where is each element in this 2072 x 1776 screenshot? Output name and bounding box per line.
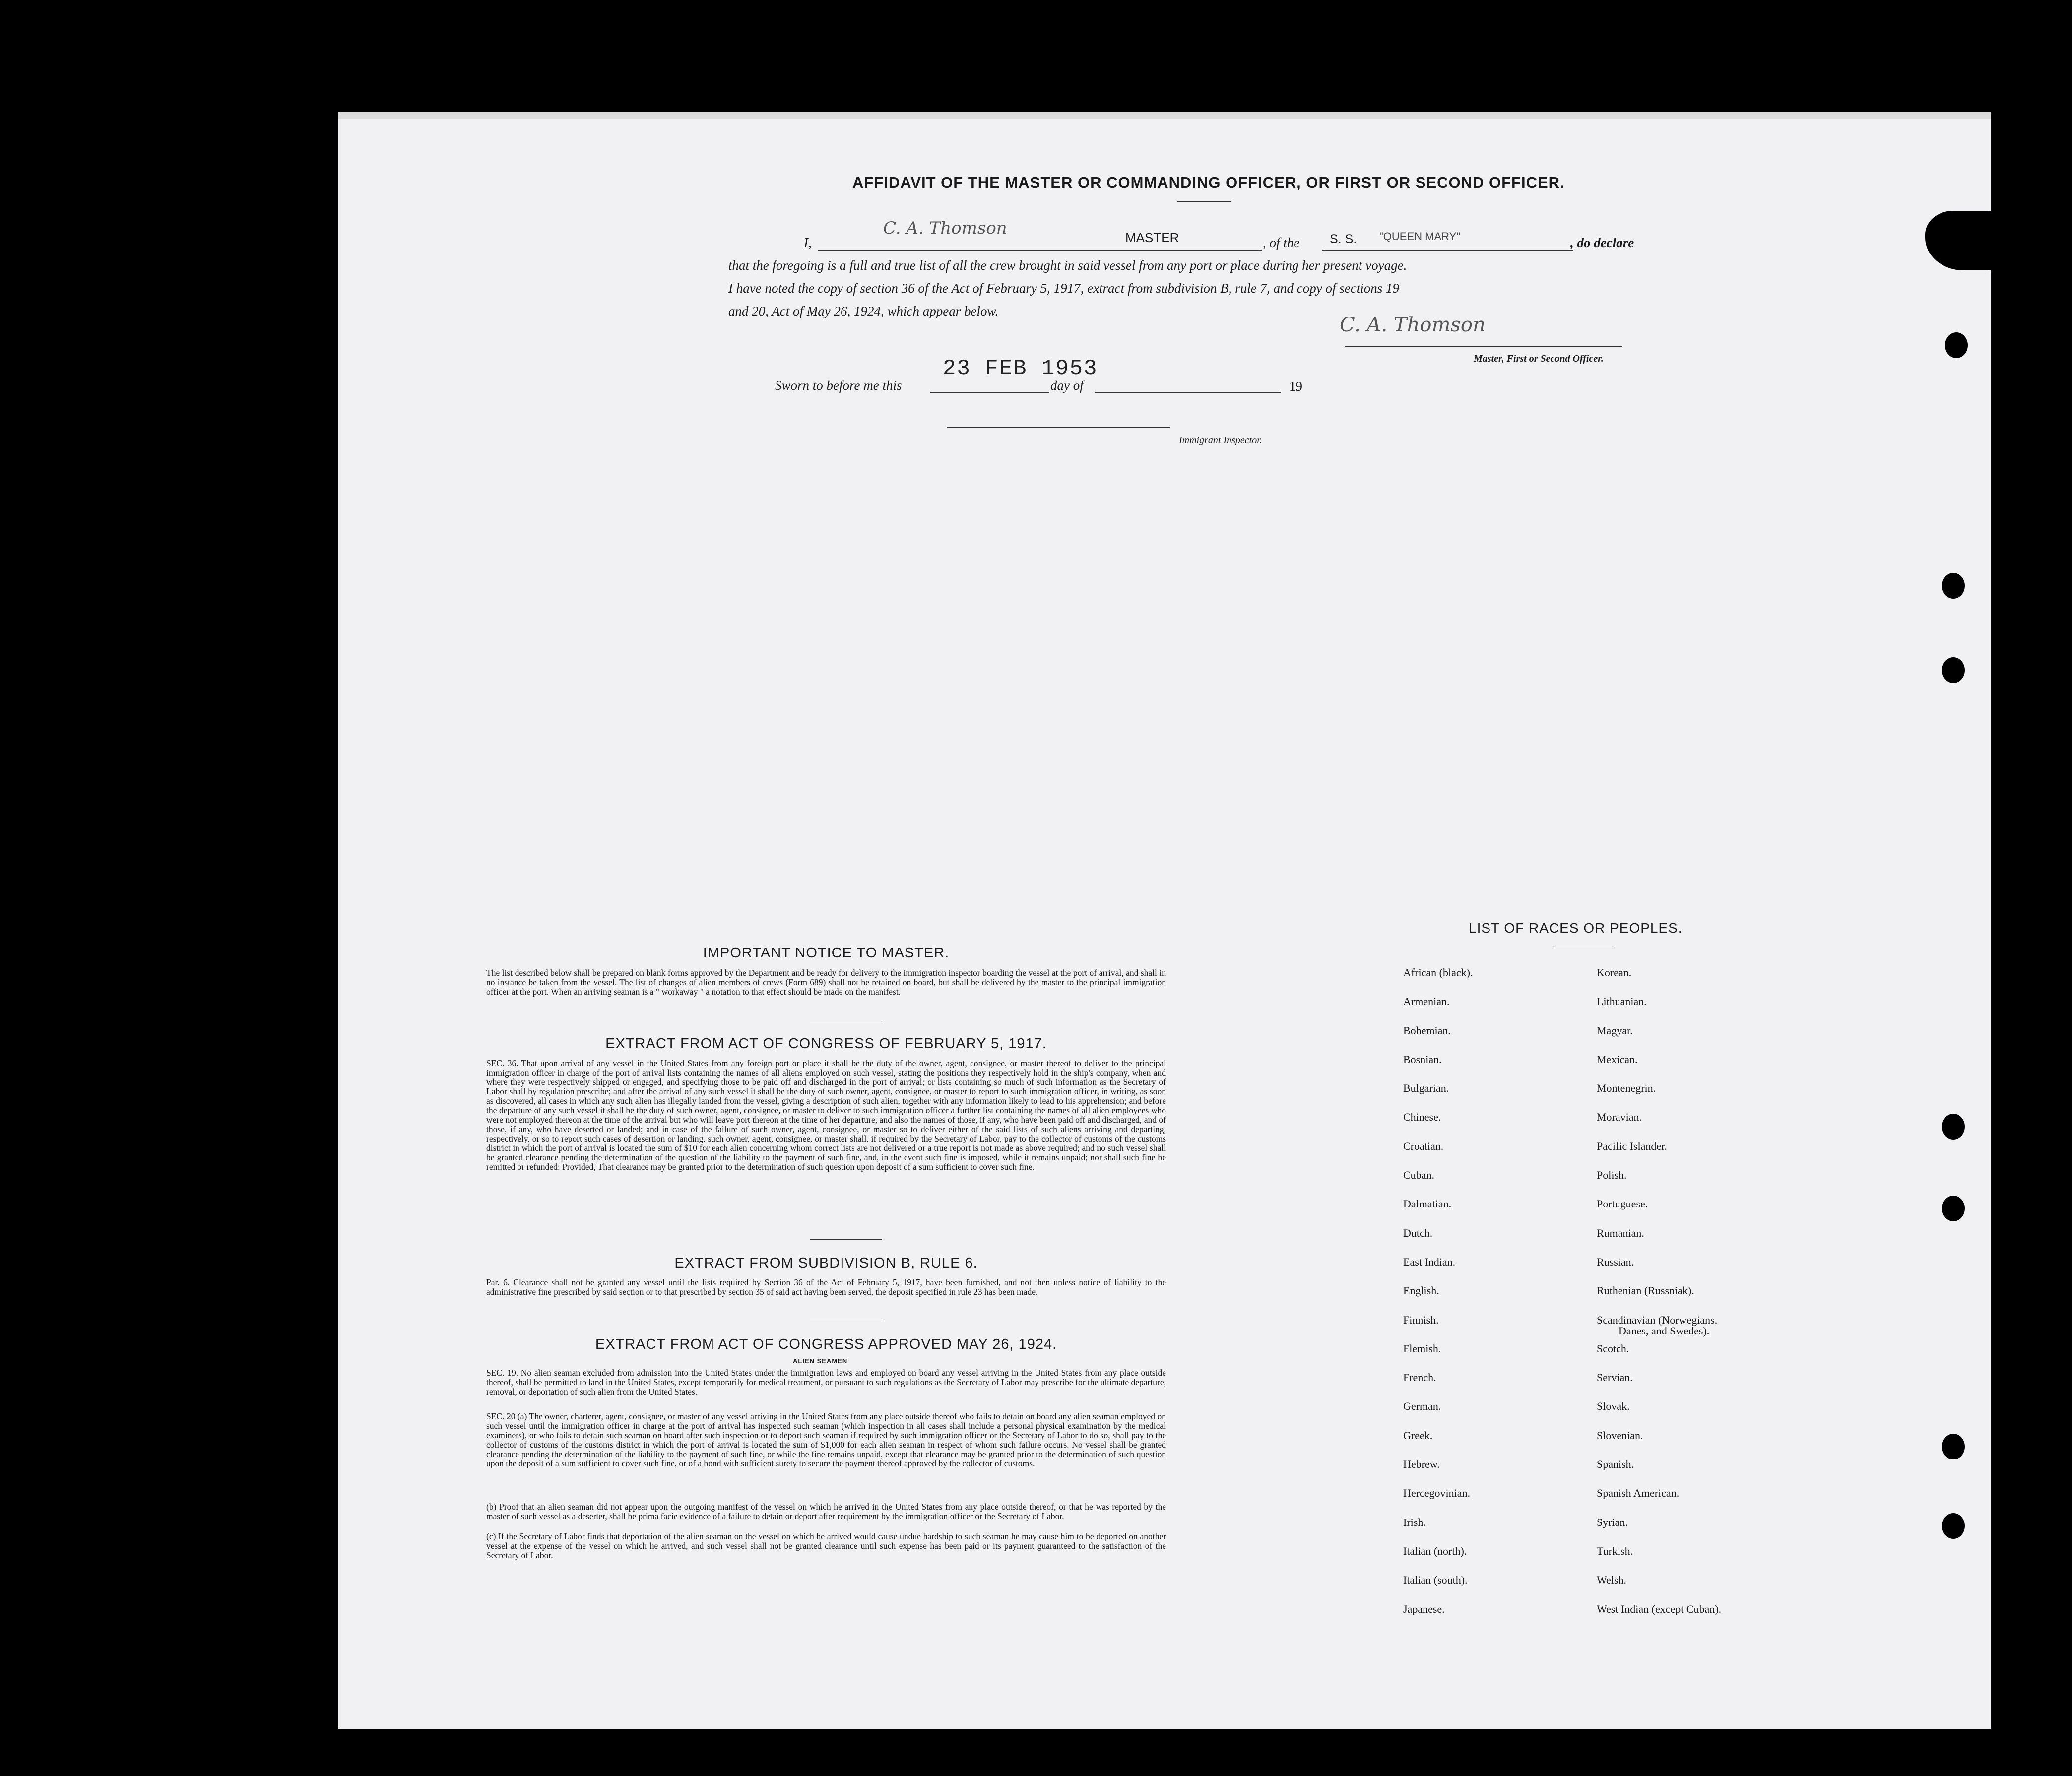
race-item: Magyar. bbox=[1597, 1024, 1633, 1037]
of-the-label: , of the bbox=[1263, 235, 1300, 250]
subdivision-title: EXTRACT FROM SUBDIVISION B, RULE 6. bbox=[674, 1255, 978, 1271]
race-item: Mexican. bbox=[1597, 1053, 1638, 1066]
inspector-label: Immigrant Inspector. bbox=[1179, 435, 1262, 445]
extract-1917-title: EXTRACT FROM ACT OF CONGRESS OF FEBRUARY 5, 1917. bbox=[605, 1036, 1047, 1052]
race-item: Armenian. bbox=[1403, 995, 1450, 1008]
race-item: Hercegovinian. bbox=[1403, 1487, 1470, 1500]
race-item: French. bbox=[1403, 1371, 1436, 1384]
race-item: Montenegrin. bbox=[1597, 1082, 1656, 1095]
race-item: Finnish. bbox=[1403, 1313, 1439, 1326]
race-item: Slovak. bbox=[1597, 1400, 1630, 1413]
sec-19-body: SEC. 19. No alien seaman excluded from admission into the United States under the immigration laws and employed on board any vessel arriving in the United States from any place outside thereof, shall be permitted to land in the United States, except temporarily for medical treatment, or pursuant to such regulations as the Secretary of Labor may prescribe for the ultimate departure, removal, or deportation of such alien from the United States. bbox=[486, 1368, 1166, 1396]
sworn-prefix: Sworn to before me this bbox=[775, 378, 902, 393]
subdivision-body: Par. 6. Clearance shall not be granted any vessel until the lists required by Section 36 of the Act of February 5, 1917, have been furnished, and not then unless notice of liability to the administrative fine prescribed by said section or to that prescribed by section 35 of said act having been served, the deposit specified in rule 23 has been made. bbox=[486, 1277, 1166, 1297]
race-item: Italian (north). bbox=[1403, 1544, 1467, 1557]
race-item: Dutch. bbox=[1403, 1226, 1433, 1239]
race-item: Lithuanian. bbox=[1597, 995, 1647, 1008]
inspector-signature-line bbox=[947, 427, 1170, 428]
race-item: German. bbox=[1403, 1400, 1441, 1413]
punch-hole bbox=[1942, 657, 1965, 683]
alien-seamen-subtitle: ALIEN SEAMEN bbox=[793, 1357, 848, 1365]
race-item: Bulgarian. bbox=[1403, 1082, 1449, 1095]
races-title: LIST OF RACES OR PEOPLES. bbox=[1469, 920, 1683, 936]
race-item: Flemish. bbox=[1403, 1342, 1441, 1355]
race-item: Spanish American. bbox=[1597, 1487, 1680, 1500]
race-item: Syrian. bbox=[1597, 1516, 1628, 1528]
race-item: Rumanian. bbox=[1597, 1226, 1644, 1239]
document-page bbox=[338, 115, 1991, 1729]
affidavit-title: AFFIDAVIT OF THE MASTER OR COMMANDING OFFICER, OR FIRST OR SECOND OFFICER. bbox=[852, 174, 1565, 191]
vessel-name: "QUEEN MARY" bbox=[1379, 230, 1461, 243]
race-item: Russian. bbox=[1597, 1255, 1634, 1268]
vessel-field-line bbox=[1322, 250, 1573, 251]
punch-hole bbox=[1942, 1114, 1965, 1140]
race-item: African (black). bbox=[1403, 966, 1473, 979]
race-item: Japanese. bbox=[1403, 1602, 1445, 1615]
race-item: Portuguese. bbox=[1597, 1198, 1648, 1210]
sec-20b-body: (b) Proof that an alien seaman did not appear upon the outgoing manifest of the vessel on which he arrived in the United States from any place outside thereof, or that he was reported by the master of such vessel as a deserter, shall be prima facie evidence of a failure to detain or deport after requirement by the immigration officer or the Secretary of Labor. bbox=[486, 1502, 1166, 1521]
punch-hole bbox=[1942, 1196, 1965, 1221]
race-item: Scandinavian (Norwegians, bbox=[1597, 1313, 1718, 1326]
race-item: English. bbox=[1403, 1284, 1439, 1297]
race-item: Scotch. bbox=[1597, 1342, 1629, 1355]
race-item: West Indian (except Cuban). bbox=[1597, 1602, 1722, 1615]
affidavit-line1-prefix: I, bbox=[804, 235, 812, 250]
sec-20c-body: (c) If the Secretary of Labor finds that deportation of the alien seaman on the vessel on which he arrived would cause undue hardship to such seaman he may cause him to be deported on another vessel at the expense of the vessel on which he arrived, and such vessel shall not be granted clearance until such expense has been paid or its payment guaranteed to the satisfaction of the Secretary of Labor. bbox=[486, 1531, 1166, 1560]
race-item: Chinese. bbox=[1403, 1111, 1441, 1124]
sec-20a-body: SEC. 20 (a) The owner, charterer, agent, consignee, or master of any vessel arriving in the United States from any place outside thereof who fails to detain on board any alien seaman employed on such vessel until the immigration officer in charge at the port of arrival has inspected such seaman (which inspection in all cases shall include a personal physical examination by the medical examiners), or who fails to detain such seaman on board after such inspection or to deport such seaman if required by such immigration officer or the Secretary of Labor to do so, shall pay to the collector of customs of the customs district in which the port of arrival is located the sum of $1,000 for each alien seaman in respect of whom such failure occurs. No vessel shall be granted clearance pending the determination of the liability to the payment of such fine, or while the fine remains unpaid, except that clearance may be granted prior to the determination of such question upon the deposit of a sum sufficient to cover such fine, or of a bond with sufficient surety to secure the payment thereof approved by the collector of customs. bbox=[486, 1411, 1166, 1468]
punch-hole bbox=[1942, 1434, 1965, 1459]
officer-signature: C. A. Thomson bbox=[1340, 314, 1486, 336]
sworn-day-line bbox=[930, 392, 1049, 393]
race-item: Korean. bbox=[1597, 966, 1632, 979]
race-item: Italian (south). bbox=[1403, 1574, 1468, 1586]
race-item: Slovenian. bbox=[1597, 1429, 1643, 1442]
extract-1917-body: SEC. 36. That upon arrival of any vessel in the United States from any foreign port or place it shall be the duty of the owner, agent, consignee, or master thereof to deliver to the principal immigration officer in charge of the port of arrival lists containing the names of all aliens employed on such vessel, stating the positions they respectively hold in the ship's company, when and where they were respectively shipped or engaged, and specifying those to be paid off and discharged in the port of arrival; or lists containing so much of such information as the Secretary of Labor shall by regulation prescribe; and after the arrival of any such vessel it shall be the duty of such owner, agent, consignee, or master to report to such immigration officer, in writing, as soon as discovered, all cases in which any such alien has illegally landed from the vessel, giving a description of such alien, together with any information likely to lead to his apprehension; and before the departure of any such vessel it shall be the duty of such owner, agent, consignee, or master to deliver to such immigration officer a further list containing the names of all alien employees who were not employed thereon at the time of the arrival but who will leave port thereon at the time of her departure, and also the names of those, if any, who have been paid off and discharged, and of those, if any, who have deserted or landed; and in case of the failure of such owner, agent, consignee, or master so to deliver either of the said lists of such aliens arriving and departing, respectively, or so to report such cases of desertion or landing, such owner, agent, consignee, or master shall, if required by the Secretary of Labor, pay to the collector of customs of the customs district in which the port of arrival is located the sum of $10 for each alien concerning whom correct lists are not delivered or a true report is not made as above required; and no such vessel shall be granted clearance pending the determination of the question of the liability to the payment of such fine, and, in the event such fine is imposed, while it remains unpaid; nor shall such fine be remitted or refunded: Provided, That clearance may be granted prior to the determination of such question upon deposit of a sum sufficient to cover such fine. bbox=[486, 1058, 1166, 1172]
date-stamp: 23 FEB 1953 bbox=[943, 356, 1098, 381]
race-item: Ruthenian (Russniak). bbox=[1597, 1284, 1694, 1297]
punch-hole bbox=[1942, 573, 1965, 599]
day-of-label: day of bbox=[1050, 378, 1084, 393]
year-prefix: 19 bbox=[1289, 379, 1302, 394]
race-item: Pacific Islander. bbox=[1597, 1140, 1667, 1152]
affidavit-line4: and 20, Act of May 26, 1924, which appear below. bbox=[728, 304, 999, 318]
race-item: Servian. bbox=[1597, 1371, 1633, 1384]
signature-label: Master, First or Second Officer. bbox=[1474, 353, 1604, 364]
race-item: Irish. bbox=[1403, 1516, 1426, 1528]
race-item: Cuban. bbox=[1403, 1169, 1434, 1182]
race-item: Turkish. bbox=[1597, 1544, 1633, 1557]
punch-hole bbox=[1945, 332, 1968, 358]
name-field-line bbox=[818, 250, 1262, 251]
races-column-2 bbox=[1597, 966, 1721, 1632]
title-divider bbox=[1177, 201, 1231, 202]
section-divider bbox=[810, 1239, 882, 1240]
punch-hole bbox=[1942, 1513, 1965, 1539]
extract-1924-title: EXTRACT FROM ACT OF CONGRESS APPROVED MAY 26, 1924. bbox=[595, 1336, 1057, 1352]
position-label: MASTER bbox=[1125, 230, 1179, 245]
race-item: Moravian. bbox=[1597, 1111, 1642, 1124]
race-item: East Indian. bbox=[1403, 1255, 1456, 1268]
signature-line bbox=[1345, 346, 1622, 347]
race-item: Dalmatian. bbox=[1403, 1198, 1452, 1210]
race-item: Hebrew. bbox=[1403, 1458, 1440, 1471]
affidavit-line2: that the foregoing is a full and true list of all the crew brought in said vessel from any port or place during her present voyage. bbox=[728, 258, 1407, 273]
race-item: Bosnian. bbox=[1403, 1053, 1442, 1066]
race-item: Greek. bbox=[1403, 1429, 1433, 1442]
race-item: Polish. bbox=[1597, 1169, 1627, 1182]
scandinavian-continuation: Danes, and Swedes). bbox=[1619, 1325, 1710, 1337]
affidavit-line3: I have noted the copy of section 36 of the Act of February 5, 1917, extract from subdivision B, rule 7, and copy of sections 19 bbox=[728, 281, 1399, 296]
race-item: Croatian. bbox=[1403, 1140, 1444, 1152]
race-item: Spanish. bbox=[1597, 1458, 1634, 1471]
do-declare-label: , do declare bbox=[1570, 235, 1634, 250]
race-item: Bohemian. bbox=[1403, 1024, 1451, 1037]
vessel-prefix: S. S. bbox=[1330, 232, 1357, 246]
race-item: Welsh. bbox=[1597, 1574, 1626, 1586]
page-top-edge bbox=[338, 112, 1991, 119]
notice-body: The list described below shall be prepared on blank forms approved by the Department and be ready for delivery to the immigration inspector boarding the vessel at the port of arrival, and shall in no instance be taken from the vessel. The list of changes of alien members of crews (Form 689) shall not be retained on board, but shall be delivered by the master to the principal immigration officer at the port. When an arriving seaman is a " workaway " a notation to that effect should be made on the manifest. bbox=[486, 968, 1166, 997]
month-line bbox=[1095, 392, 1281, 393]
master-signature: C. A. Thomson bbox=[883, 218, 1007, 238]
races-column-1 bbox=[1403, 966, 1473, 1632]
notice-title: IMPORTANT NOTICE TO MASTER. bbox=[703, 945, 950, 961]
